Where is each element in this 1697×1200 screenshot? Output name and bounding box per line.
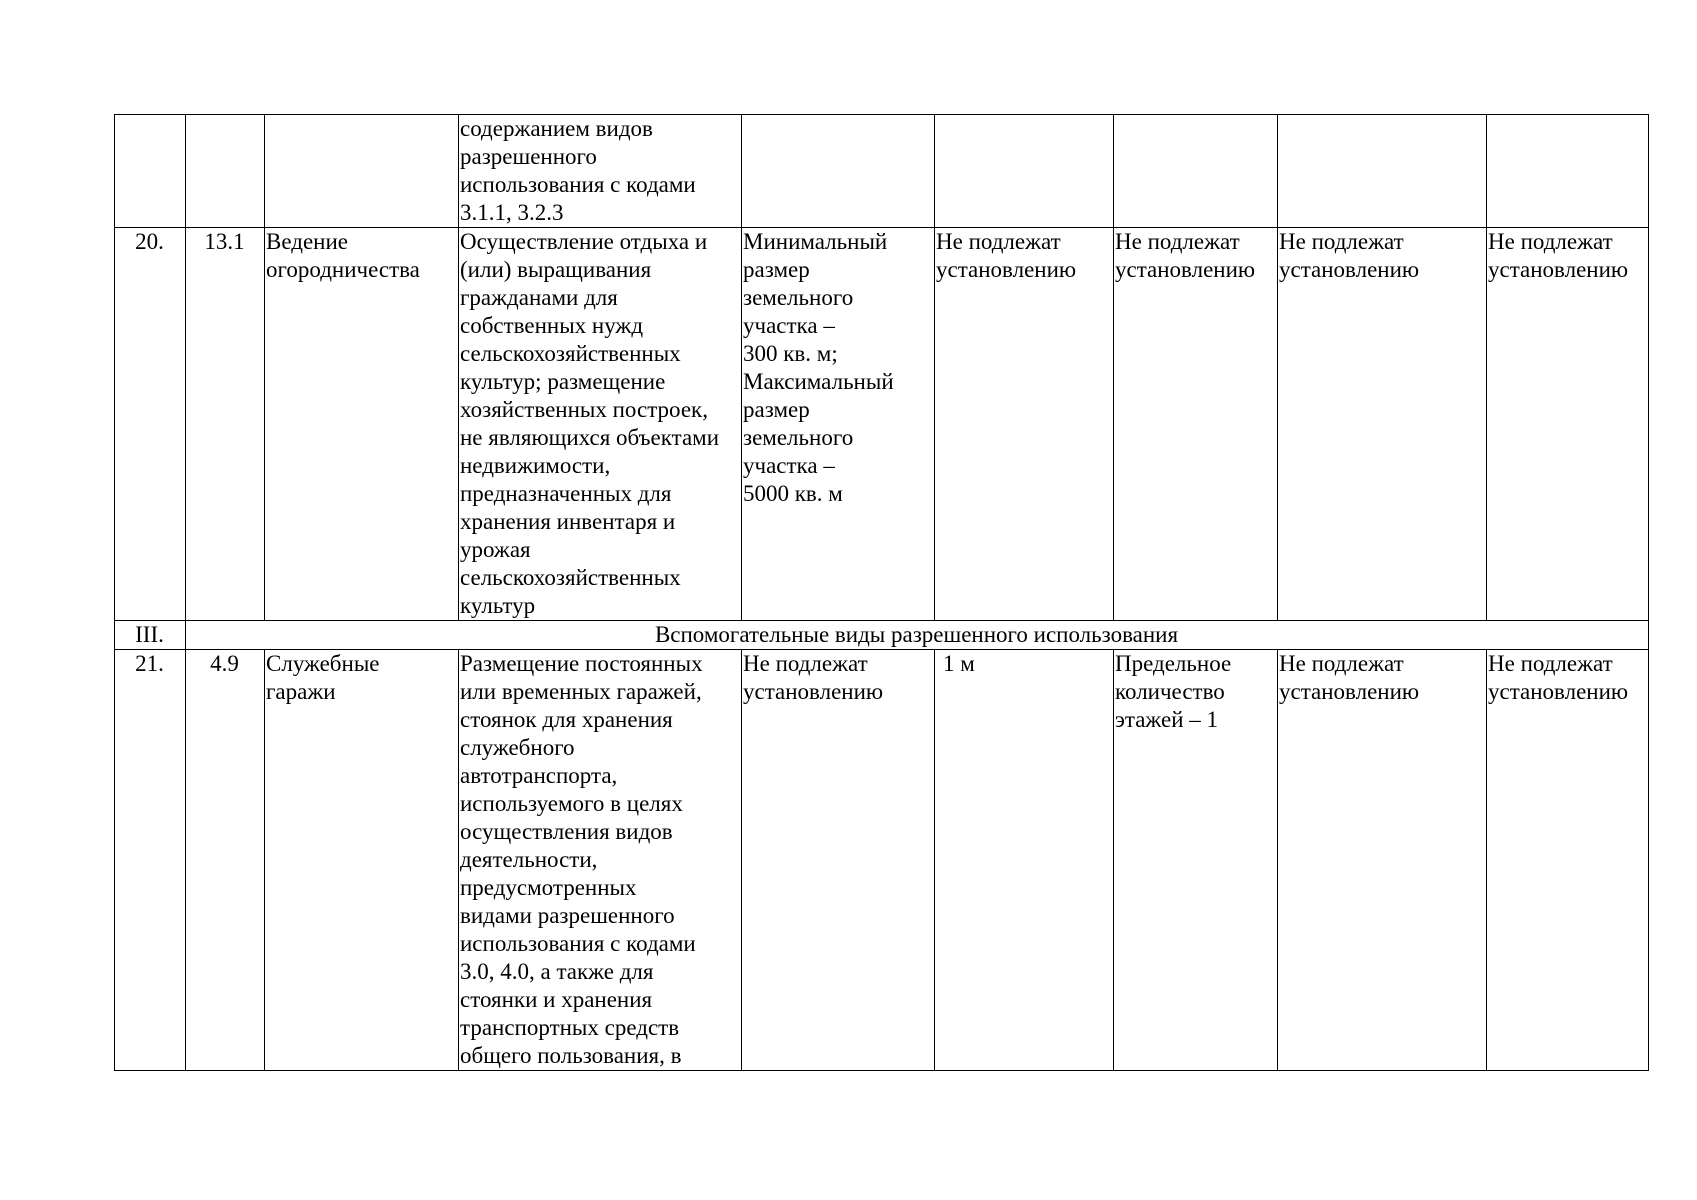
land-use-table — [114, 114, 1649, 1071]
coverage-cell: Не подлежат установлению — [1487, 228, 1649, 621]
indent-cell: 1 м — [935, 650, 1114, 1071]
height-cell: Не подлежат установлению — [1278, 228, 1487, 621]
floors-cell: Предельное количество этажей – 1 — [1114, 650, 1278, 1071]
section-title: Вспомогательные виды разрешенного использования — [186, 621, 1649, 650]
coverage-cell — [1487, 115, 1649, 228]
section-number-cell: III. — [115, 621, 186, 650]
area-cell: Минимальный размер земельного участка – 300 кв. м; Максимальный размер земельного участка – 5000 кв. м — [742, 228, 935, 621]
name-cell — [265, 115, 459, 228]
code-cell: 4.9 — [186, 650, 265, 1071]
height-cell — [1278, 115, 1487, 228]
floors-cell — [1114, 115, 1278, 228]
height-cell: Не подлежат установлению — [1278, 650, 1487, 1071]
floors-cell: Не подлежат установлению — [1114, 228, 1278, 621]
name-cell: Служебные гаражи — [265, 650, 459, 1071]
section-header-row — [115, 621, 1649, 650]
row-number-cell: 21. — [115, 650, 186, 1071]
table-row — [115, 115, 1649, 228]
area-cell: Не подлежат установлению — [742, 650, 935, 1071]
name-cell: Ведение огородничества — [265, 228, 459, 621]
coverage-cell: Не подлежат установлению — [1487, 650, 1649, 1071]
code-cell — [186, 115, 265, 228]
table-row — [115, 650, 1649, 1071]
table-row — [115, 228, 1649, 621]
description-cell: Осуществление отдыха и (или) выращивания гражданами для собственных нужд сельскохозяйственных культур; размещение хозяйственных построек, не являющихся объектами недвижимости, предназначенных для хранения инвентаря и урожая сельскохозяйственных культур — [459, 228, 742, 621]
row-number-cell — [115, 115, 186, 228]
indent-cell: Не подлежат установлению — [935, 228, 1114, 621]
row-number-cell: 20. — [115, 228, 186, 621]
description-cell: содержанием видов разрешенного использования с кодами 3.1.1, 3.2.3 — [459, 115, 742, 228]
indent-cell — [935, 115, 1114, 228]
code-cell: 13.1 — [186, 228, 265, 621]
area-cell — [742, 115, 935, 228]
description-cell: Размещение постоянных или временных гаражей, стоянок для хранения служебного автотранспорта, используемого в целях осуществления видов деятельности, предусмотренных видами разрешенного использования с кодами 3.0, 4.0, а также для стоянки и хранения транспортных средств общего пользования, в — [459, 650, 742, 1071]
